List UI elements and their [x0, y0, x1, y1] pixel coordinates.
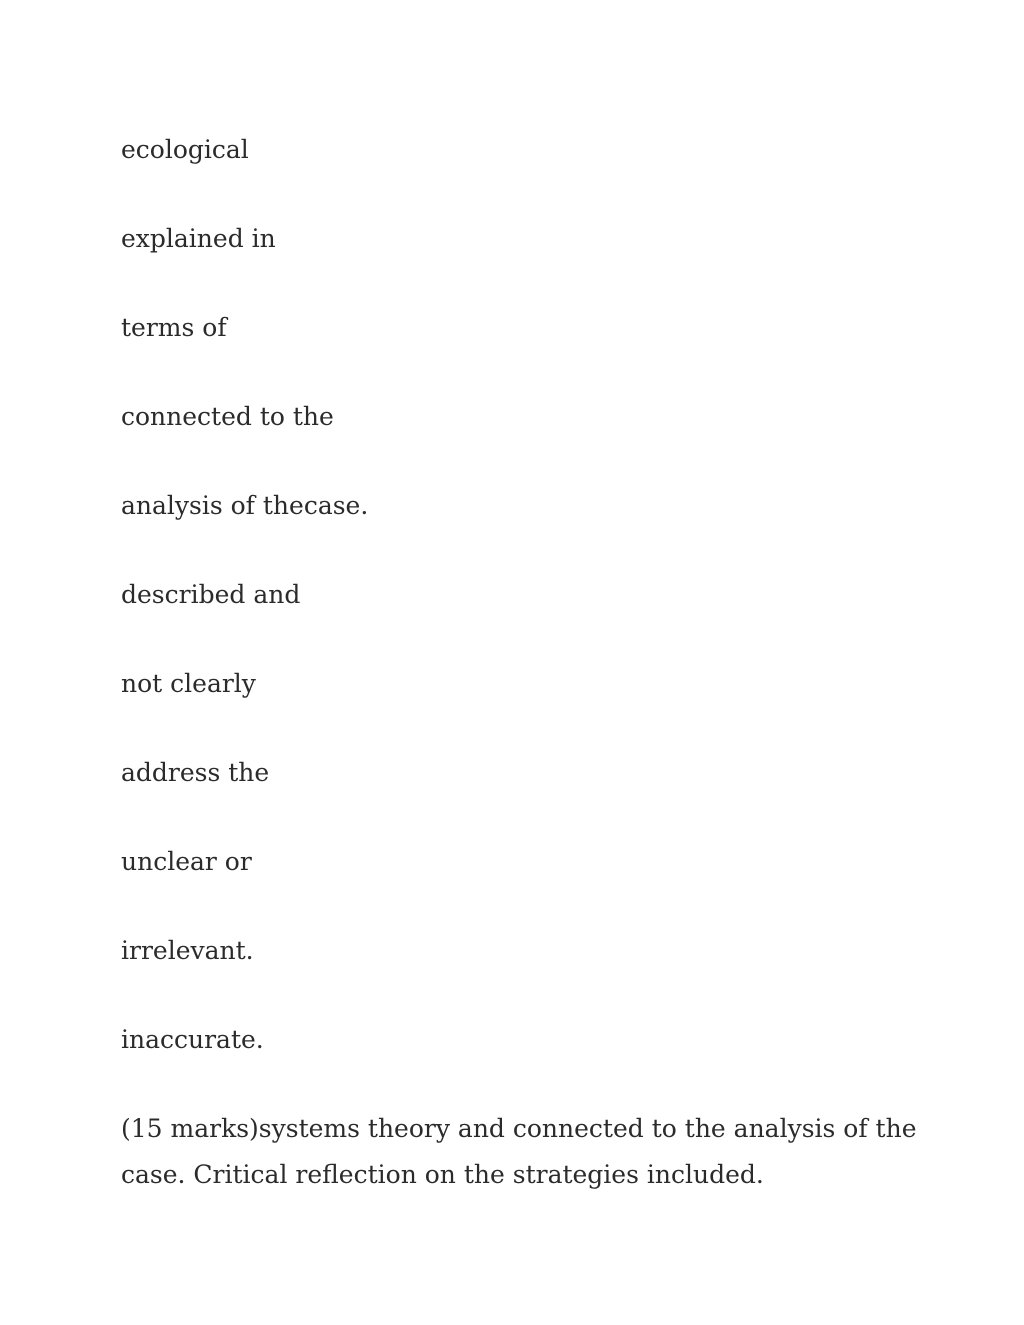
text-line-inaccurate: inaccurate.	[121, 1025, 264, 1054]
final-paragraph-line-1: (15 marks)systems theory and connected to the analysis of the	[121, 1114, 917, 1143]
final-paragraph-line-2: case. Critical reflection on the strategies included.	[121, 1160, 764, 1189]
text-line-ecological: ecological	[121, 135, 249, 164]
text-line-unclear-or: unclear or	[121, 847, 252, 876]
text-line-described-and: described and	[121, 580, 301, 609]
final-paragraph	[121, 1106, 921, 1198]
text-line-explained-in: explained in	[121, 224, 276, 253]
text-line-connected-to-the: connected to the	[121, 402, 334, 431]
text-line-irrelevant: irrelevant.	[121, 936, 254, 965]
text-line-not-clearly: not clearly	[121, 669, 256, 698]
text-line-terms-of: terms of	[121, 313, 227, 342]
text-line-analysis-of-the-case: analysis of thecase.	[121, 491, 369, 520]
text-line-address-the: address the	[121, 758, 270, 787]
